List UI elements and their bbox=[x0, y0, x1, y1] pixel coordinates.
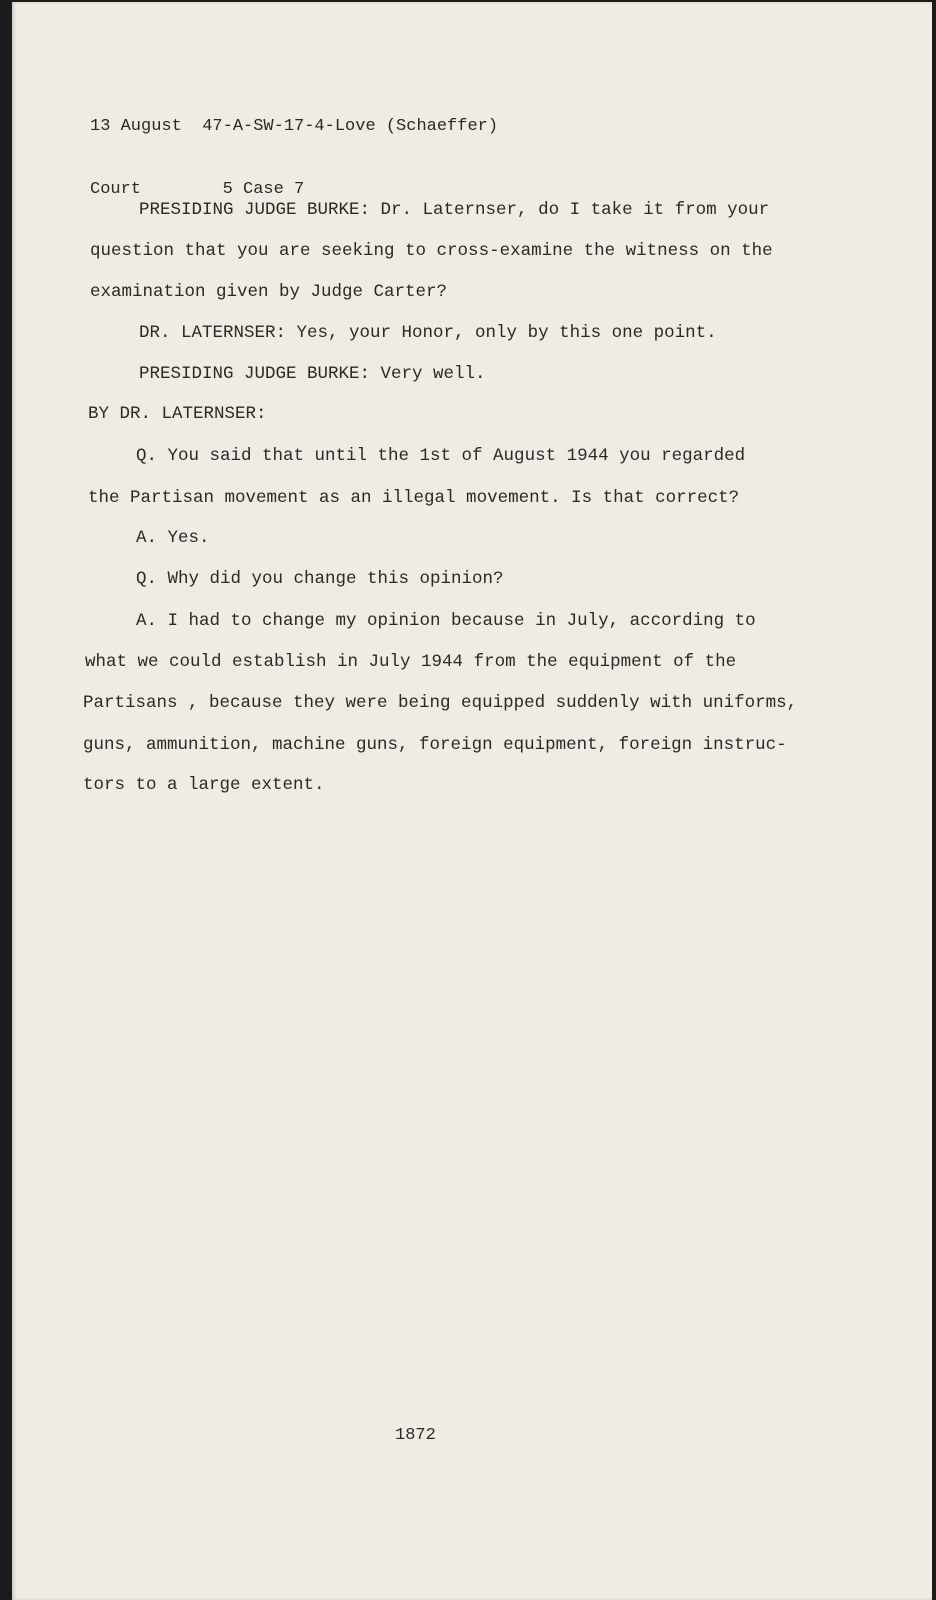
transcript-line: question that you are seeking to cross-examine the witness on the bbox=[90, 241, 773, 261]
transcript-line: guns, ammunition, machine guns, foreign equipment, foreign instruc- bbox=[83, 735, 787, 755]
transcript-line: examination given by Judge Carter? bbox=[90, 282, 448, 302]
transcript-line: A. Yes. bbox=[136, 528, 210, 548]
transcript-line: BY DR. LATERNSER: bbox=[88, 404, 267, 424]
transcript-line: what we could establish in July 1944 from the equipment of the bbox=[85, 652, 737, 672]
transcript-line: the Partisan movement as an illegal movement. Is that correct? bbox=[88, 488, 740, 508]
header-date-reference: 13 August 47-A-SW-17-4-Love (Schaeffer) bbox=[90, 117, 499, 136]
transcript-line: tors to a large extent. bbox=[83, 775, 325, 795]
transcript-line: PRESIDING JUDGE BURKE: Dr. Laternser, do I take it from your bbox=[139, 200, 770, 220]
transcript-line: A. I had to change my opinion because in July, according to bbox=[136, 611, 756, 631]
transcript-line: Q. You said that until the 1st of August 1944 you regarded bbox=[136, 446, 746, 466]
document-page bbox=[12, 2, 932, 1600]
header-court-case: Court 5 Case 7 bbox=[90, 180, 305, 199]
transcript-line: Partisans , because they were being equipped suddenly with uniforms, bbox=[83, 693, 798, 713]
transcript-line: PRESIDING JUDGE BURKE: Very well. bbox=[139, 364, 486, 384]
transcript-line: DR. LATERNSER: Yes, your Honor, only by this one point. bbox=[139, 323, 717, 343]
transcript-line: Q. Why did you change this opinion? bbox=[136, 569, 504, 589]
page-number: 1872 bbox=[395, 1426, 436, 1445]
